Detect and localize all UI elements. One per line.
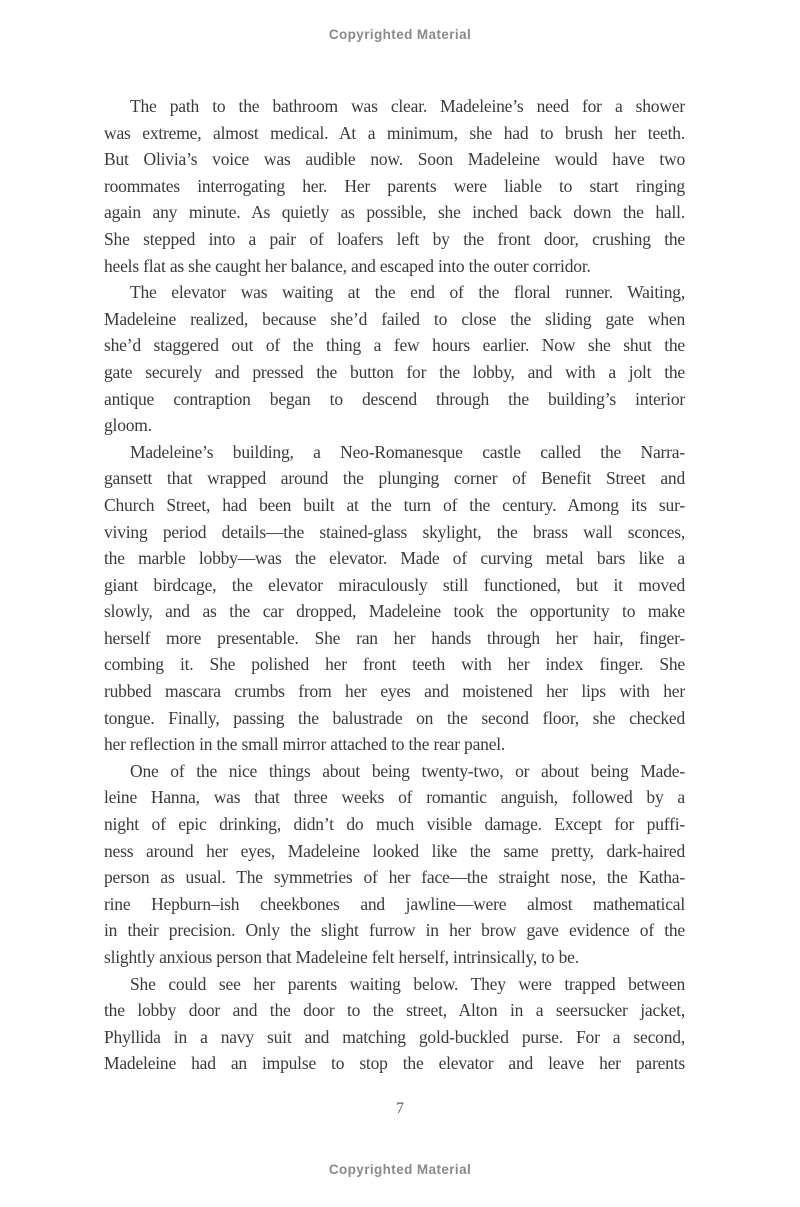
text-line: the marble lobby—was the elevator. Made of curving metal bars like a — [104, 548, 685, 569]
text-line: Phyllida in a navy suit and matching gold-buckled purse. For a second, — [104, 1026, 685, 1047]
copyright-header: Copyrighted Material — [328, 27, 472, 42]
text-line: the lobby door and the door to the street, Alton in a seersucker jacket, — [104, 1000, 685, 1021]
text-line: was extreme, almost medical. At a minimum, she had to brush her teeth. — [104, 122, 685, 143]
text-line: The elevator was waiting at the end of the floral runner. Waiting, — [130, 282, 685, 303]
text-line: rubbed mascara crumbs from her eyes and moistened her lips with her — [104, 681, 685, 702]
text-line: heels flat as she caught her balance, and escaped into the outer corridor. — [104, 255, 591, 276]
text-line: slightly anxious person that Madeleine felt herself, intrinsically, to be. — [104, 947, 579, 967]
text-line: The path to the bathroom was clear. Madeleine’s need for a shower — [130, 96, 685, 116]
copyright-footer: Copyrighted Material — [328, 1162, 472, 1177]
text-line: One of the nice things about being twenty-two, or about being Made- — [130, 760, 685, 781]
text-line: ness around her eyes, Madeleine looked like the same pretty, dark-haired — [104, 840, 685, 861]
text-line: Madeleine’s building, a Neo-Romanesque castle called the Narra- — [130, 441, 685, 462]
text-line: She stepped into a pair of loafers left by the front door, crushing the — [104, 228, 685, 249]
text-line: rine Hepburn–ish cheekbones and jawline—were almost mathematical — [104, 893, 685, 914]
text-line: viving period details—the stained-glass skylight, the brass wall sconces, — [104, 521, 685, 542]
text-line: in their precision. Only the slight furrow in her brow gave evidence of the — [104, 920, 685, 941]
text-line: gate securely and pressed the button for the lobby, and with a jolt the — [104, 361, 685, 382]
text-line: her reflection in the small mirror attached to the rear panel. — [104, 734, 506, 755]
text-line: herself more presentable. She ran her hands through her hair, finger- — [104, 627, 685, 648]
text-line: roommates interrogating her. Her parents were liable to start ringing — [104, 175, 685, 196]
text-line: Madeleine had an impulse to stop the elevator and leave her parents — [104, 1053, 685, 1074]
text-line: night of epic drinking, didn’t do much visible damage. Except for puffi- — [104, 814, 685, 835]
text-line: gansett that wrapped around the plunging corner of Benefit Street and — [104, 468, 685, 489]
text-line: person as usual. The symmetries of her face—the straight nose, the Katha- — [104, 867, 685, 888]
text-line: gloom. — [104, 415, 152, 436]
page-body-text — [104, 93, 685, 1077]
text-line: Madeleine realized, because she’d failed to close the sliding gate when — [104, 308, 685, 329]
text-line: slowly, and as the car dropped, Madeleine took the opportunity to make — [104, 601, 685, 622]
text-line: leine Hanna, was that three weeks of romantic anguish, followed by a — [104, 787, 685, 808]
text-line: she’d staggered out of the thing a few hours earlier. Now she shut the — [104, 335, 685, 356]
text-line: combing it. She polished her front teeth with her index finger. She — [104, 654, 685, 675]
text-line: Church Street, had been built at the turn of the century. Among its sur- — [104, 494, 685, 515]
page-number: 7 — [396, 1100, 404, 1117]
text-line: antique contraption began to descend through the building’s interior — [104, 388, 685, 409]
text-line: She could see her parents waiting below. They were trapped between — [130, 973, 685, 994]
text-line: tongue. Finally, passing the balustrade on the second floor, she checked — [104, 707, 685, 728]
text-line: giant birdcage, the elevator miraculously still functioned, but it moved — [104, 574, 685, 595]
text-line: again any minute. As quietly as possible, she inched back down the hall. — [104, 202, 685, 223]
text-line: But Olivia’s voice was audible now. Soon Madeleine would have two — [104, 149, 685, 170]
